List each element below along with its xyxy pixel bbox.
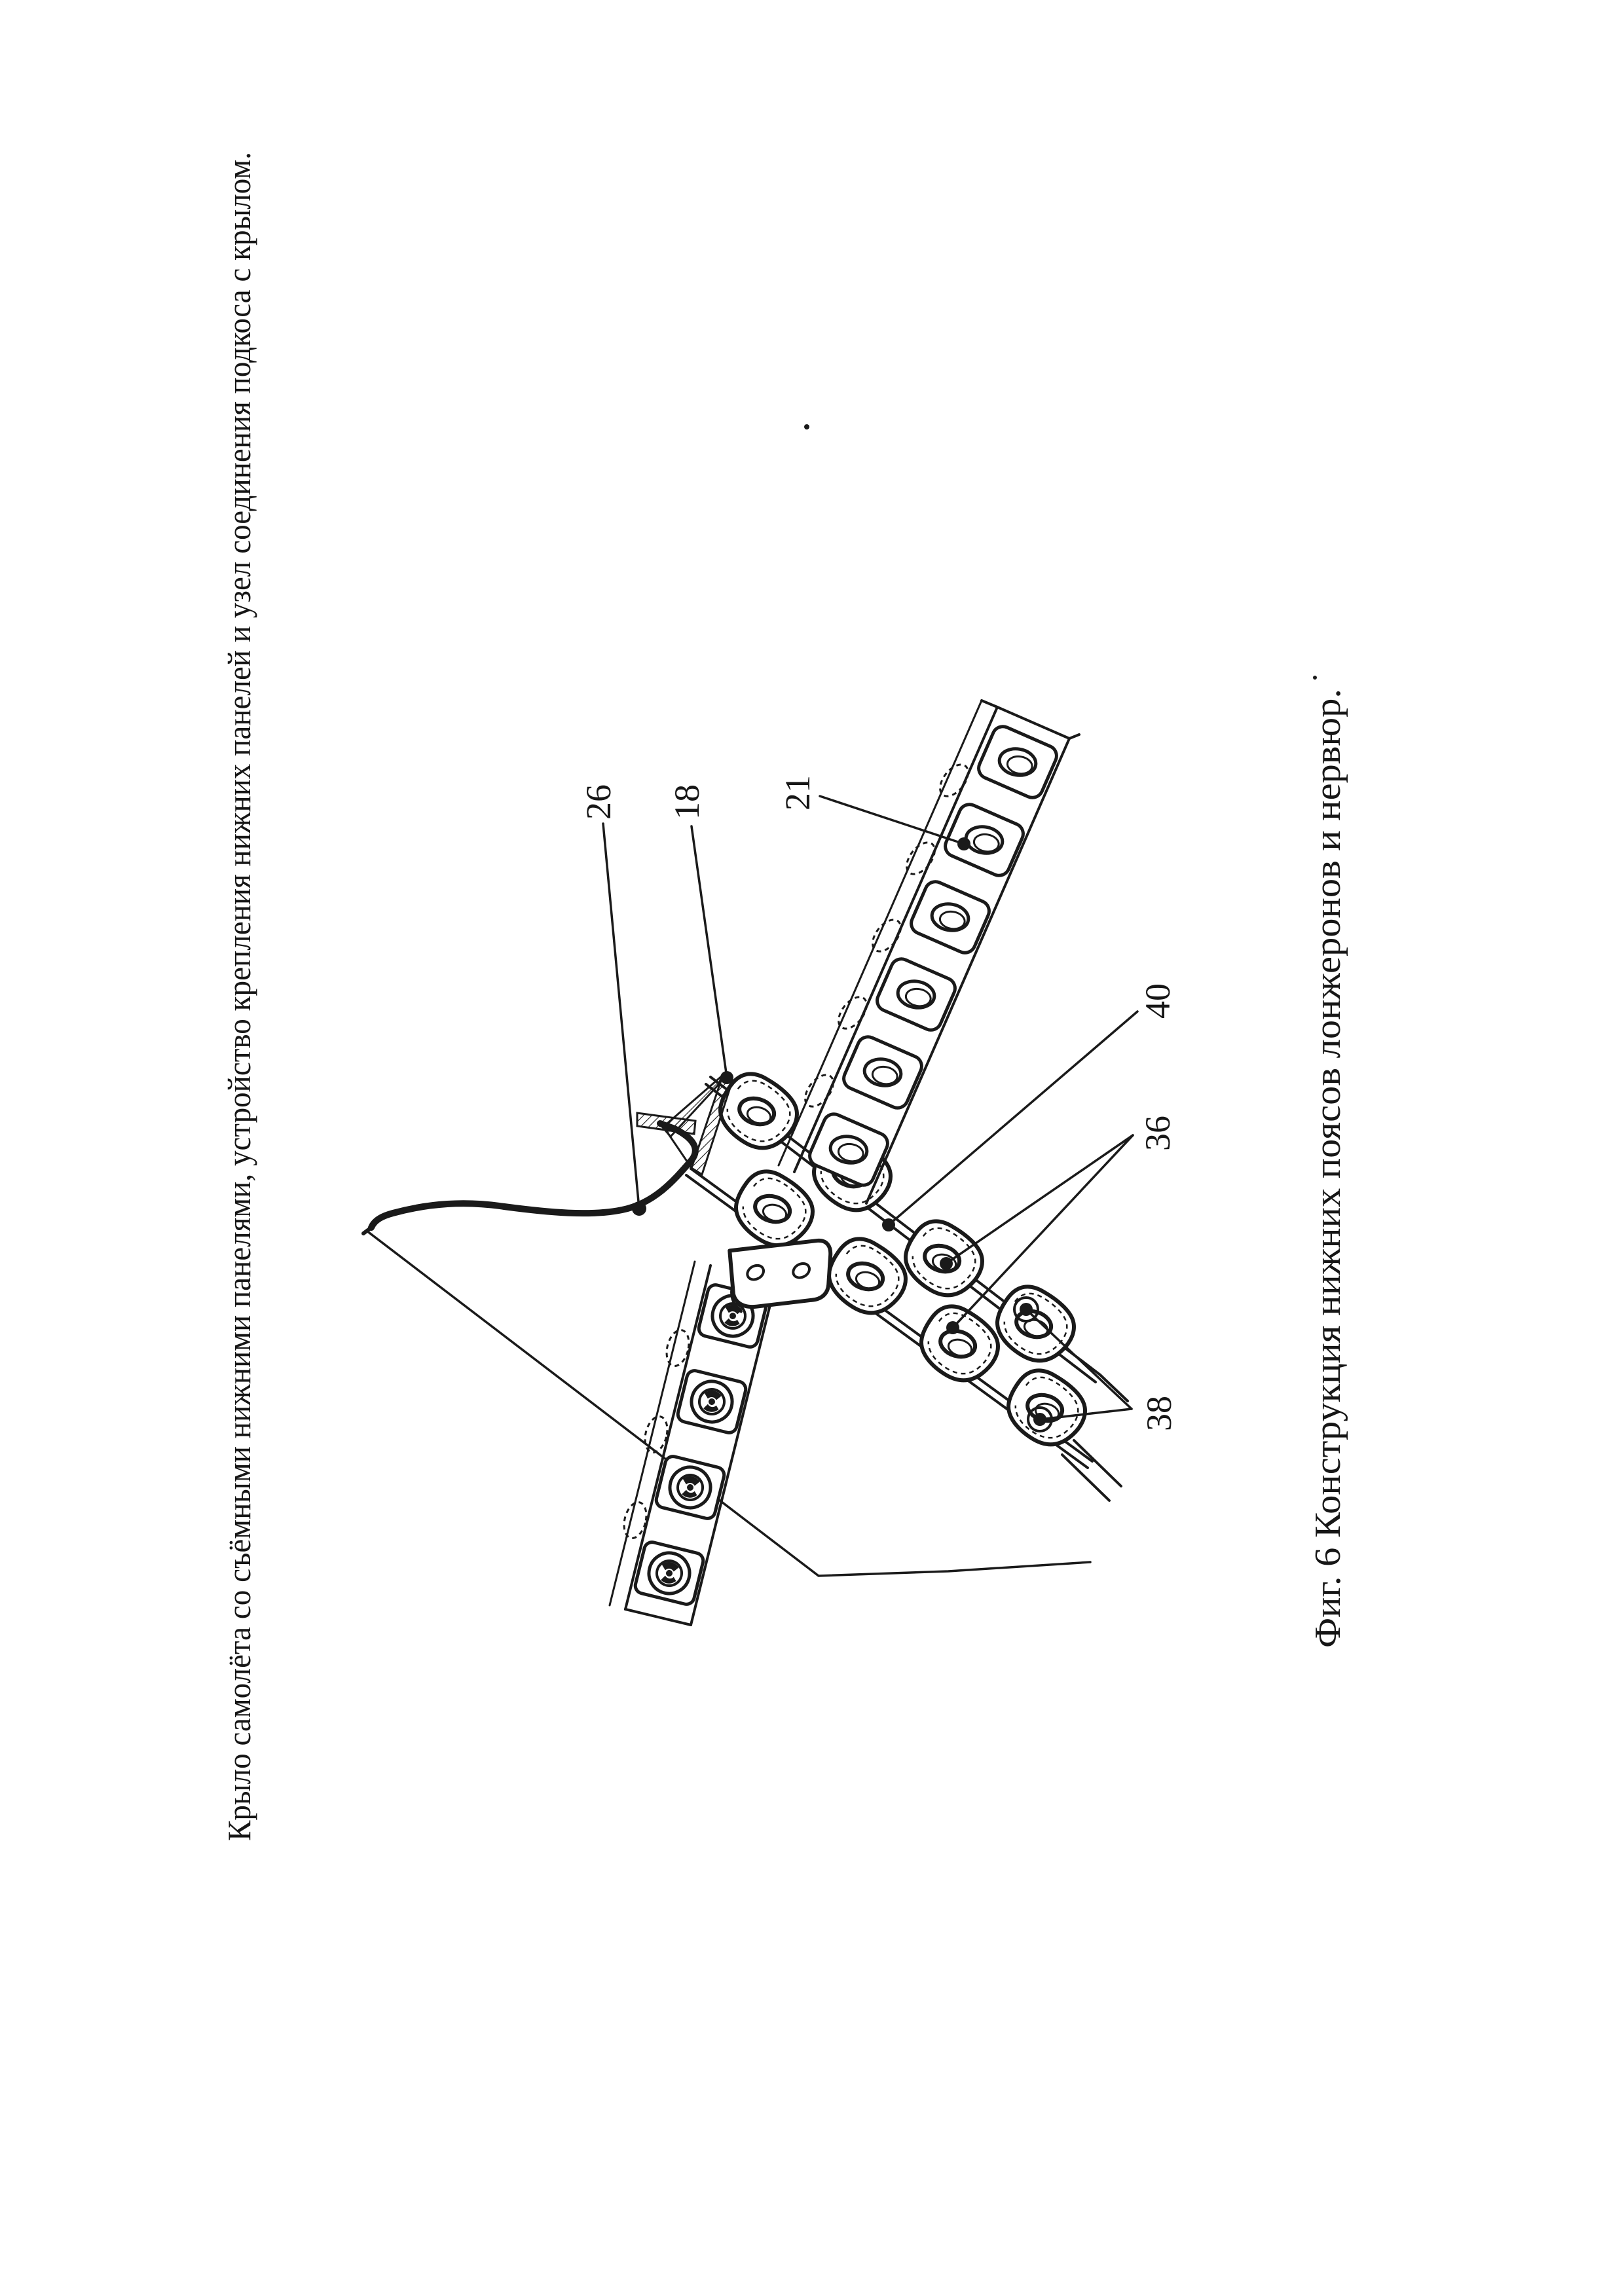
rib-lug <box>986 1277 1085 1374</box>
scan-speck <box>804 424 809 429</box>
attach-angle <box>637 1075 732 1175</box>
leader-dot-18 <box>720 1071 733 1084</box>
callout-36: 36 <box>1138 1116 1177 1151</box>
wire <box>363 1123 695 1233</box>
callout-21: 21 <box>778 775 817 811</box>
callout-26: 26 <box>579 784 618 820</box>
leader-dot-36b <box>946 1321 959 1334</box>
leader-dot-40 <box>882 1218 895 1231</box>
callout-40: 40 <box>1138 983 1177 1019</box>
leader-dot-36a <box>940 1257 953 1270</box>
bolt-link <box>676 1369 748 1434</box>
callout-18: 18 <box>667 784 707 820</box>
leader-dot-38b <box>1033 1413 1046 1426</box>
clevis-bracket <box>728 1240 834 1313</box>
spar-chain-upper <box>779 701 1079 1203</box>
bolt-link <box>655 1455 726 1520</box>
page-title: Крыло самолёта со съёмными нижними панелями, устройство крепления нижних панелей и узел соединения подкоса с крылом. <box>221 48 257 1841</box>
spar-chain-lower <box>610 1262 776 1625</box>
leader-dot-26 <box>632 1201 646 1216</box>
callout-38: 38 <box>1139 1396 1179 1431</box>
scan-speck <box>1313 676 1317 680</box>
callouts <box>579 775 1179 1431</box>
rib-lug <box>817 1229 917 1326</box>
leader-dot-21 <box>957 837 970 850</box>
leader-dot-38a <box>1020 1303 1033 1316</box>
bolt-link <box>634 1540 705 1606</box>
rib-lug <box>910 1296 1009 1393</box>
figure-caption: Фиг. 6 Конструкция нижних поясов лонжеронов и нервюр. <box>1308 729 1348 1648</box>
